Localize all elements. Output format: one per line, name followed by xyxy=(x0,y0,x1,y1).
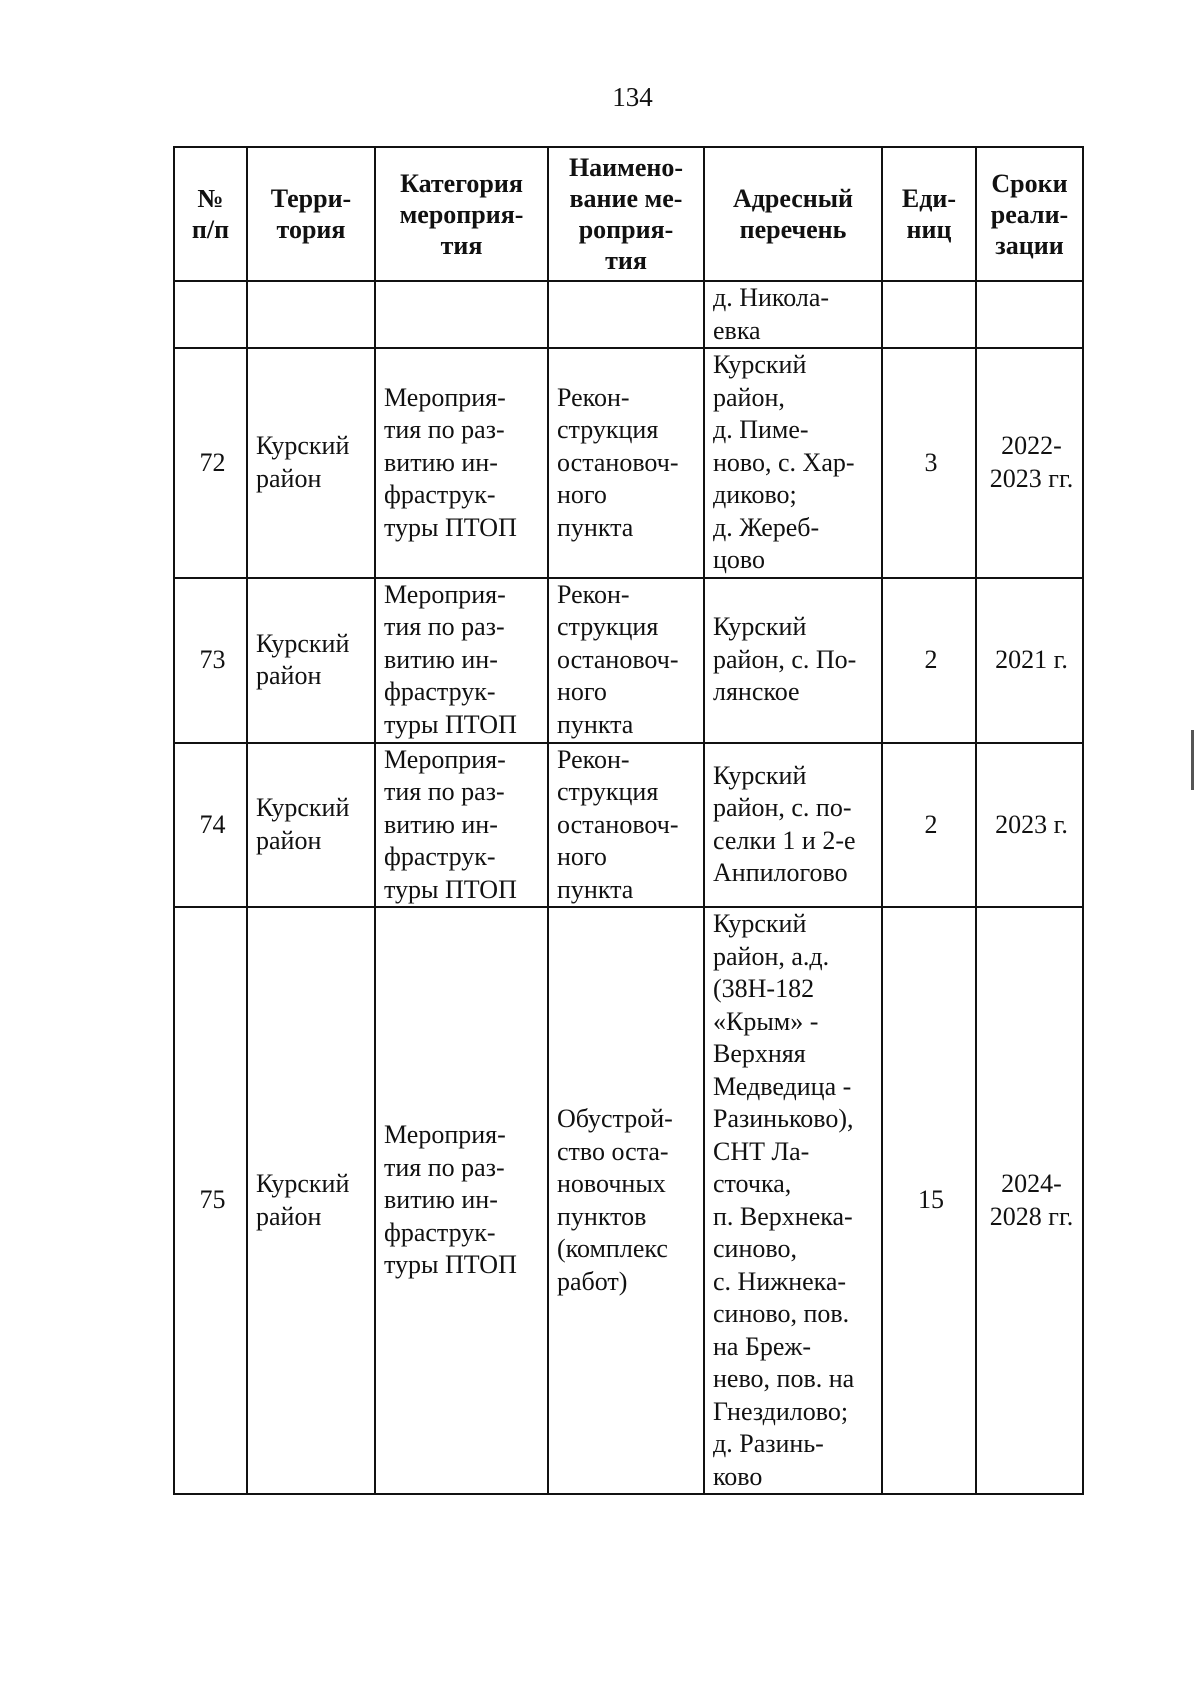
cell-period: 2024- 2028 гг. xyxy=(976,907,1083,1494)
cell-period: 2023 г. xyxy=(976,743,1083,908)
header-period: Сроки реали- зации xyxy=(976,147,1083,281)
cell-units: 2 xyxy=(882,578,976,743)
cell-empty xyxy=(976,281,1083,348)
table-row xyxy=(174,907,1083,1494)
cell-address: д. Никола- евка xyxy=(704,281,882,348)
header-address: Адресный перечень xyxy=(704,147,882,281)
table-header-row xyxy=(174,147,1083,281)
header-units: Еди- ниц xyxy=(882,147,976,281)
cell-territory: Курский район xyxy=(247,907,375,1494)
cell-period: 2022- 2023 гг. xyxy=(976,348,1083,578)
cell-address: Курский район, д. Пиме- ново, с. Хар- диково; д. Жереб- цово xyxy=(704,348,882,578)
cell-name: Обустрой- ство оста- новочных пунктов (комплекс работ) xyxy=(548,907,704,1494)
measures-table xyxy=(173,146,1084,1495)
cell-num: 72 xyxy=(174,348,247,578)
table-row-continuation xyxy=(174,281,1083,348)
cell-category: Мероприя- тия по раз- витию ин- фраструк- туры ПТОП xyxy=(375,578,548,743)
cell-name: Рекон- струкция остановоч- ного пункта xyxy=(548,348,704,578)
page-number: 134 xyxy=(612,82,653,112)
table-row xyxy=(174,578,1083,743)
header-name: Наимено- вание ме- роприя- тия xyxy=(548,147,704,281)
cell-category: Мероприя- тия по раз- витию ин- фраструк- туры ПТОП xyxy=(375,743,548,908)
table-row xyxy=(174,743,1083,908)
cell-territory: Курский район xyxy=(247,578,375,743)
cell-address: Курский район, а.д. (38Н-182 «Крым» - Верхняя Медведица - Разиньково), СНТ Ла- сточка, п. Верхнека- синово, с. Нижнека- синово, пов. на Бреж- нево, пов. на Гнездилово; д. Разинь- ково xyxy=(704,907,882,1494)
cell-units: 2 xyxy=(882,743,976,908)
table-row xyxy=(174,348,1083,578)
cell-units: 15 xyxy=(882,907,976,1494)
cell-name: Рекон- струкция остановоч- ного пункта xyxy=(548,743,704,908)
cell-category: Мероприя- тия по раз- витию ин- фраструк- туры ПТОП xyxy=(375,907,548,1494)
cell-territory: Курский район xyxy=(247,348,375,578)
header-num: № п/п xyxy=(174,147,247,281)
cell-empty xyxy=(882,281,976,348)
scan-edge-mark xyxy=(1191,730,1194,790)
header-category: Категория мероприя- тия xyxy=(375,147,548,281)
cell-address: Курский район, с. по- селки 1 и 2-е Анпилогово xyxy=(704,743,882,908)
cell-num: 73 xyxy=(174,578,247,743)
cell-num: 75 xyxy=(174,907,247,1494)
cell-territory: Курский район xyxy=(247,743,375,908)
cell-empty xyxy=(174,281,247,348)
cell-num: 74 xyxy=(174,743,247,908)
cell-name: Рекон- струкция остановоч- ного пункта xyxy=(548,578,704,743)
cell-empty xyxy=(375,281,548,348)
cell-empty xyxy=(247,281,375,348)
cell-address: Курский район, с. По- лянское xyxy=(704,578,882,743)
cell-units: 3 xyxy=(882,348,976,578)
cell-period: 2021 г. xyxy=(976,578,1083,743)
cell-empty xyxy=(548,281,704,348)
header-territory: Терри- тория xyxy=(247,147,375,281)
cell-category: Мероприя- тия по раз- витию ин- фраструк- туры ПТОП xyxy=(375,348,548,578)
